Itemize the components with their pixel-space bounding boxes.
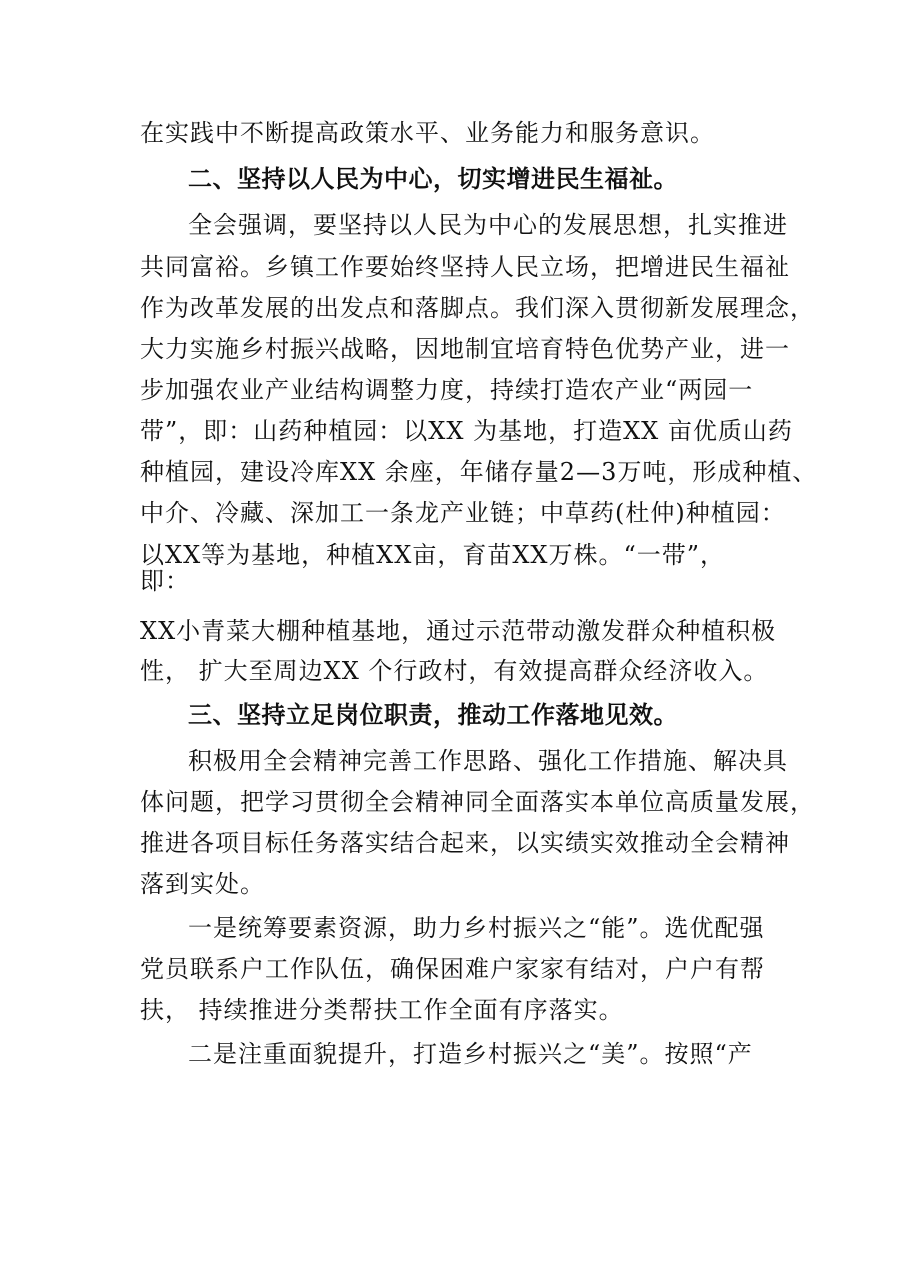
body-line: 积极用全会精神完善工作思路、强化工作措施、解决具 — [188, 747, 788, 775]
body-line: XX小青菜大棚种植基地，通过示范带动激发群众种植积极 — [140, 617, 777, 645]
body-line: 落到实处。 — [140, 870, 265, 898]
body-line: 推进各项目标任务落实结合起来，以实绩实效推动全会精神 — [140, 829, 790, 857]
body-line: 即： — [140, 567, 190, 595]
body-line: 扶， 持续推进分类帮扶工作全面有序落实。 — [140, 996, 624, 1024]
body-line: 中介、冷藏、深加工一条龙产业链；中草药(杜仲)种植园： — [140, 499, 786, 527]
body-line: 党员联系户工作队伍，确保困难户家家有结对，户户有帮 — [140, 955, 765, 983]
body-line: 二是注重面貌提升，打造乡村振兴之“美”。按照“产 — [188, 1040, 753, 1068]
body-line: 种植园，建设冷库XX 余座，年储存量2—3万吨，形成种植、 — [140, 458, 818, 486]
body-line: 一是统筹要素资源，助力乡村振兴之“能”。选优配强 — [188, 914, 765, 942]
body-line: 共同富裕。乡镇工作要始终坚持人民立场，把增进民生福祉 — [140, 253, 790, 281]
body-line: 带”，即：山药种植园：以XX 为基地，打造XX 亩优质山药 — [140, 417, 793, 445]
section-heading: 三、坚持立足岗位职责，推动工作落地见效。 — [188, 701, 678, 729]
section-heading: 二、坚持以人民为中心，切实增进民生福祉。 — [188, 165, 678, 193]
body-line: 步加强农业产业结构调整力度，持续打造农产业“两园一 — [140, 376, 754, 404]
body-line: 性， 扩大至周边XX 个行政村，有效提高群众经济收入。 — [140, 657, 769, 685]
body-line: 以XX等为基地，种植XX亩，育苗XX万株。“一带”， — [140, 541, 726, 569]
body-line: 作为改革发展的出发点和落脚点。我们深入贯彻新发展理念， — [140, 294, 815, 322]
body-line: 大力实施乡村振兴战略，因地制宜培育特色优势产业，进一 — [140, 335, 790, 363]
body-line: 全会强调，要坚持以人民为中心的发展思想，扎实推进 — [188, 211, 788, 239]
body-line: 体问题，把学习贯彻全会精神同全面落实本单位高质量发展， — [140, 788, 815, 816]
body-line: 在实践中不断提高政策水平、业务能力和服务意识。 — [140, 119, 715, 147]
